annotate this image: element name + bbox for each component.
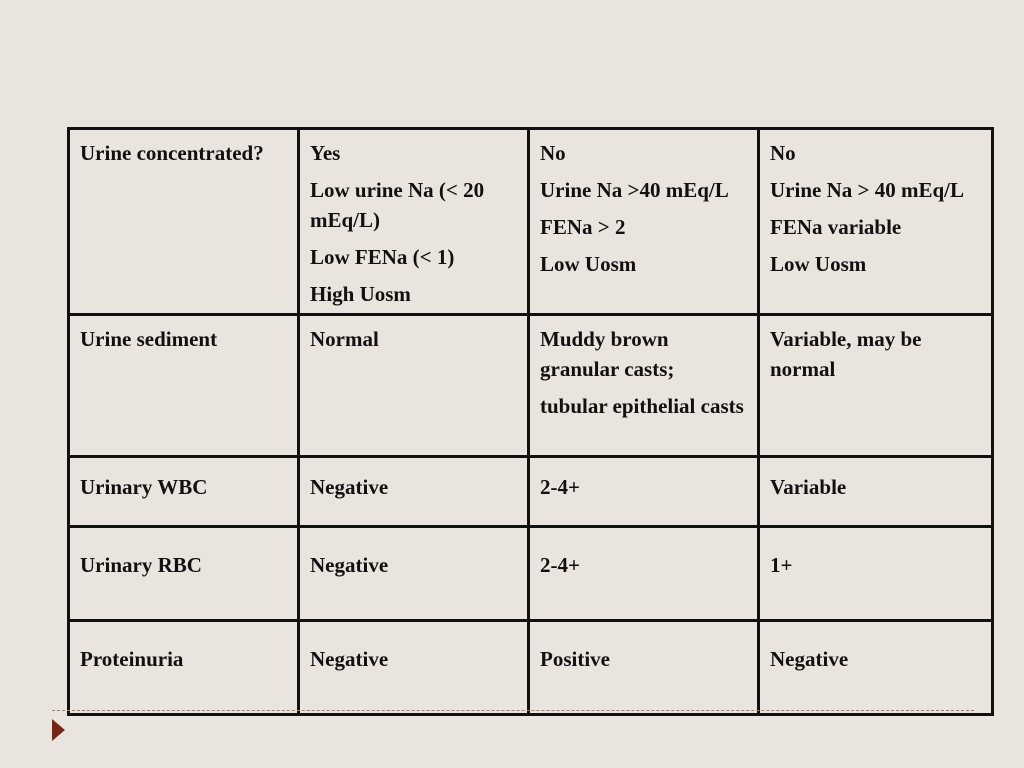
table-cell	[759, 129, 993, 315]
table-cell	[299, 457, 529, 527]
table-cell	[759, 315, 993, 457]
cell-text: Muddy brown granular casts;	[540, 327, 675, 381]
table-cell	[759, 457, 993, 527]
cell-text: Urine concentrated?	[80, 141, 264, 165]
row-header-cell	[69, 621, 299, 715]
table-cell	[529, 315, 759, 457]
cell-text: Negative	[310, 553, 389, 577]
cell-text: Variable, may be normal	[770, 327, 922, 381]
table-cell	[759, 621, 993, 715]
footer-dashed-divider	[52, 710, 974, 711]
row-header-cell	[69, 527, 299, 621]
cell-text: Low urine Na (< 20 mEq/L)	[310, 178, 485, 232]
table-cell	[299, 315, 529, 457]
table-cell	[299, 621, 529, 715]
cell-text: 2-4+	[540, 553, 580, 577]
table-cell	[529, 621, 759, 715]
table-row-urine-sediment	[69, 315, 993, 457]
cell-text: Low Uosm	[770, 252, 867, 276]
cell-text: No	[770, 141, 796, 165]
table-cell	[529, 527, 759, 621]
cell-text: Variable	[770, 475, 847, 499]
cell-text: No	[540, 141, 566, 165]
cell-text: FENa > 2	[540, 215, 626, 239]
cell-text: Negative	[770, 647, 849, 671]
cell-text: Urinary WBC	[80, 475, 208, 499]
cell-text: High Uosm	[310, 282, 411, 306]
triangle-right-icon	[52, 719, 65, 741]
table-cell	[759, 527, 993, 621]
cell-text: Urine Na >40 mEq/L	[540, 178, 729, 202]
table-row-urinary-wbc	[69, 457, 993, 527]
table-cell	[529, 457, 759, 527]
cell-text: Normal	[310, 327, 379, 351]
cell-text: FENa variable	[770, 215, 902, 239]
cell-text: Proteinuria	[80, 647, 184, 671]
cell-text: Negative	[310, 647, 389, 671]
table-row-urine-concentrated	[69, 129, 993, 315]
cell-text: Positive	[540, 647, 610, 671]
cell-text: 2-4+	[540, 475, 580, 499]
row-header-cell	[69, 315, 299, 457]
table-cell	[299, 129, 529, 315]
cell-text: tubular epithelial casts	[540, 394, 744, 418]
cell-text: Yes	[310, 141, 341, 165]
table-cell	[299, 527, 529, 621]
cell-text: Urinary RBC	[80, 553, 202, 577]
cell-text: Low Uosm	[540, 252, 637, 276]
comparison-table	[67, 127, 994, 716]
cell-text: Low FENa (< 1)	[310, 245, 455, 269]
cell-text: 1+	[770, 553, 793, 577]
cell-text: Urine Na > 40 mEq/L	[770, 178, 964, 202]
cell-text: Urine sediment	[80, 327, 218, 351]
row-header-cell	[69, 129, 299, 315]
table-cell	[529, 129, 759, 315]
table-row-urinary-rbc	[69, 527, 993, 621]
row-header-cell	[69, 457, 299, 527]
cell-text: Negative	[310, 475, 389, 499]
table-row-proteinuria	[69, 621, 993, 715]
